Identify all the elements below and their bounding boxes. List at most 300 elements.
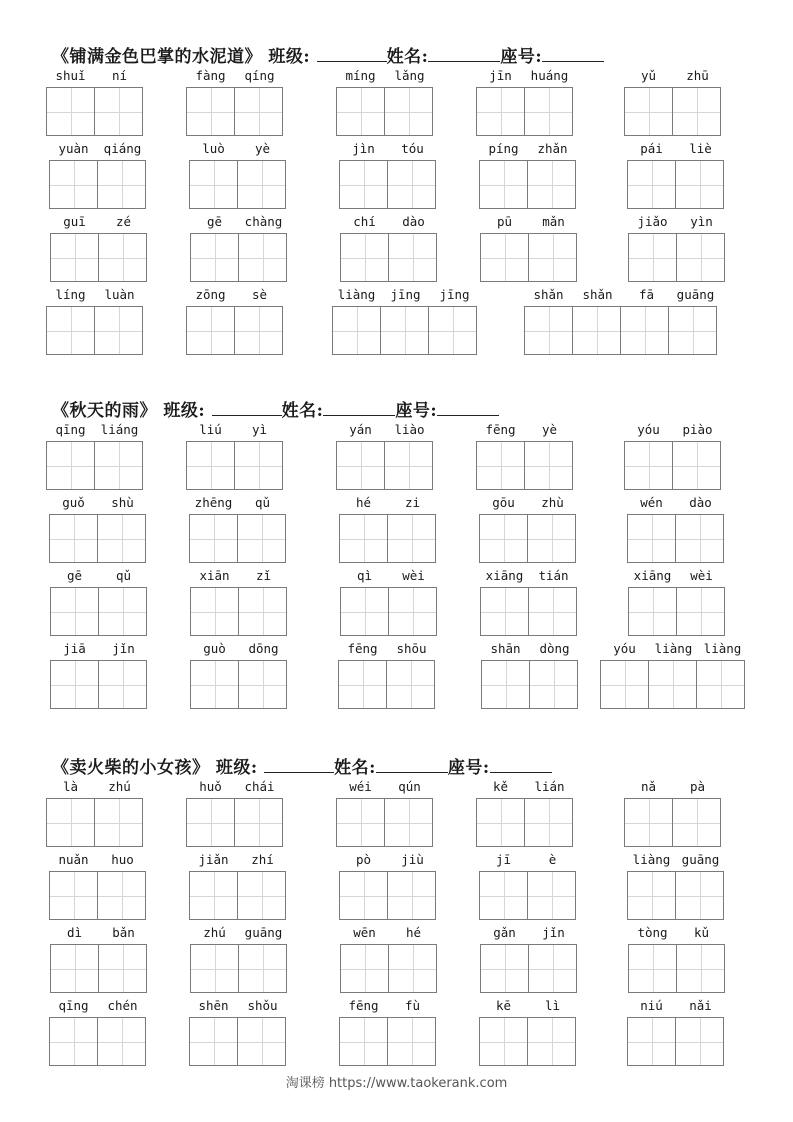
pinyin-syllable: yì [251, 422, 268, 437]
pinyin-syllable: hé [355, 495, 372, 510]
tianzige-cell[interactable] [672, 87, 721, 136]
pinyin-syllable: mǎn [542, 214, 565, 229]
tianzige-cell[interactable] [338, 660, 387, 709]
tianzige-cell[interactable] [384, 87, 433, 136]
seat-blank[interactable] [437, 399, 499, 416]
tianzige-cell[interactable] [336, 441, 385, 490]
writing-boxes [479, 160, 576, 209]
tianzige-cell[interactable] [97, 871, 146, 920]
writing-boxes [50, 587, 147, 636]
pinyin-syllable: lián [534, 779, 565, 794]
writing-boxes [339, 871, 436, 920]
tianzige-cell[interactable] [624, 798, 673, 847]
tianzige-cell[interactable] [675, 1017, 724, 1066]
pinyin-syllable: yìn [690, 214, 713, 229]
writing-boxes [46, 441, 143, 490]
pinyin-syllable: zōng [195, 287, 226, 302]
tianzige-cell[interactable] [479, 1017, 528, 1066]
pinyin-syllable: wēn [353, 925, 376, 940]
seat-label: 座号: [500, 47, 543, 67]
pinyin-syllable: guāng [681, 852, 720, 867]
pinyin-syllable: gē [66, 568, 83, 583]
writing-boxes [479, 1017, 576, 1066]
tianzige-cell[interactable] [428, 306, 477, 355]
pinyin-syllable: qīng [58, 998, 89, 1013]
tianzige-cell[interactable] [186, 306, 235, 355]
writing-boxes [627, 160, 724, 209]
pinyin-syllable: jīng [439, 287, 470, 302]
pinyin-syllable: yóu [613, 641, 636, 656]
tianzige-cell[interactable] [676, 587, 725, 636]
pinyin-syllable: jìn [352, 141, 375, 156]
writing-boxes [189, 1017, 286, 1066]
writing-boxes [480, 233, 577, 282]
tianzige-cell[interactable] [479, 514, 528, 563]
tianzige-cell[interactable] [234, 306, 283, 355]
pinyin-syllable: tòng [637, 925, 668, 940]
pinyin-syllable: sè [251, 287, 268, 302]
name-blank[interactable] [376, 756, 448, 773]
writing-boxes [628, 587, 725, 636]
writing-boxes [186, 798, 283, 847]
writing-boxes [46, 798, 143, 847]
tianzige-cell[interactable] [527, 871, 576, 920]
pinyin-syllable: yán [349, 422, 372, 437]
tianzige-cell[interactable] [234, 87, 283, 136]
tianzige-cell[interactable] [238, 233, 287, 282]
pinyin-syllable: liè [689, 141, 712, 156]
writing-boxes [481, 660, 578, 709]
seat-blank[interactable] [490, 756, 552, 773]
pinyin-syllable: là [62, 779, 79, 794]
pinyin-syllable: xiān [199, 568, 230, 583]
pinyin-syllable: pái [640, 141, 663, 156]
pinyin-syllable: shù [111, 495, 134, 510]
tianzige-cell[interactable] [387, 1017, 436, 1066]
seat-label: 座号: [395, 401, 438, 421]
pinyin-syllable: kǔ [693, 925, 710, 940]
tianzige-cell[interactable] [388, 233, 437, 282]
writing-boxes [49, 514, 146, 563]
tianzige-cell[interactable] [387, 871, 436, 920]
seat-label: 座号: [447, 758, 490, 778]
tianzige-cell[interactable] [94, 798, 143, 847]
tianzige-cell[interactable] [332, 306, 381, 355]
writing-boxes [600, 660, 745, 709]
tianzige-cell[interactable] [481, 660, 530, 709]
pinyin-syllable: bǎn [112, 925, 135, 940]
pinyin-syllable: guī [63, 214, 86, 229]
pinyin-syllable: liàng [654, 641, 693, 656]
writing-boxes [476, 87, 573, 136]
tianzige-cell[interactable] [186, 798, 235, 847]
tianzige-cell[interactable] [186, 87, 235, 136]
pinyin-syllable: liú [199, 422, 222, 437]
pinyin-syllable: chí [353, 214, 376, 229]
pinyin-syllable: líng [55, 287, 86, 302]
class-blank[interactable] [317, 45, 387, 62]
tianzige-cell[interactable] [524, 798, 573, 847]
pinyin-syllable: liào [394, 422, 425, 437]
writing-boxes [624, 87, 721, 136]
tianzige-cell[interactable] [190, 587, 239, 636]
tianzige-cell[interactable] [528, 233, 577, 282]
tianzige-cell[interactable] [94, 87, 143, 136]
pinyin-syllable: lǎng [394, 68, 425, 83]
pinyin-syllable: qì [356, 568, 373, 583]
writing-boxes [186, 441, 283, 490]
tianzige-cell[interactable] [527, 1017, 576, 1066]
tianzige-cell[interactable] [50, 660, 99, 709]
pinyin-syllable: liàng [632, 852, 671, 867]
tianzige-cell[interactable] [46, 306, 95, 355]
tianzige-cell[interactable] [238, 660, 287, 709]
tianzige-cell[interactable] [524, 441, 573, 490]
writing-boxes [479, 871, 576, 920]
pinyin-syllable: wèi [402, 568, 425, 583]
tianzige-cell[interactable] [97, 514, 146, 563]
tianzige-cell[interactable] [476, 87, 525, 136]
tianzige-cell[interactable] [527, 160, 576, 209]
tianzige-cell[interactable] [572, 306, 621, 355]
name-label: 姓名: [386, 47, 429, 67]
tianzige-cell[interactable] [387, 160, 436, 209]
tianzige-cell[interactable] [676, 944, 725, 993]
writing-boxes [332, 306, 477, 355]
pinyin-syllable: dì [66, 925, 83, 940]
pinyin-syllable: xiāng [633, 568, 672, 583]
tianzige-cell[interactable] [98, 660, 147, 709]
lesson-title: 《铺满金色巴掌的水泥道》 [52, 47, 262, 67]
name-label: 姓名: [281, 401, 324, 421]
writing-boxes [50, 233, 147, 282]
tianzige-cell[interactable] [49, 514, 98, 563]
pinyin-syllable: guāng [676, 287, 715, 302]
pinyin-syllable: yóu [637, 422, 660, 437]
tianzige-cell[interactable] [336, 87, 385, 136]
pinyin-syllable: guò [203, 641, 226, 656]
pinyin-syllable: shǎn [533, 287, 564, 302]
tianzige-cell[interactable] [234, 441, 283, 490]
seat-blank[interactable] [542, 45, 604, 62]
writing-boxes [340, 944, 437, 993]
tianzige-cell[interactable] [49, 160, 98, 209]
tianzige-cell[interactable] [387, 514, 436, 563]
pinyin-syllable: shuǐ [55, 68, 86, 83]
tianzige-cell[interactable] [340, 944, 389, 993]
class-blank[interactable] [212, 399, 282, 416]
pinyin-syllable: pū [496, 214, 513, 229]
tianzige-cell[interactable] [384, 798, 433, 847]
pinyin-syllable: míng [345, 68, 376, 83]
tianzige-cell[interactable] [627, 514, 676, 563]
pinyin-syllable: chén [107, 998, 138, 1013]
tianzige-cell[interactable] [339, 871, 388, 920]
section-title [52, 396, 499, 421]
writing-boxes [49, 160, 146, 209]
name-blank[interactable] [323, 399, 395, 416]
tianzige-cell[interactable] [384, 441, 433, 490]
writing-boxes [189, 871, 286, 920]
tianzige-cell[interactable] [94, 441, 143, 490]
tianzige-cell[interactable] [50, 587, 99, 636]
pinyin-syllable: qǔ [254, 495, 271, 510]
pinyin-syllable: lì [544, 998, 561, 1013]
tianzige-cell[interactable] [672, 798, 721, 847]
pinyin-syllable: niú [640, 998, 663, 1013]
pinyin-syllable: shōu [396, 641, 427, 656]
tianzige-cell[interactable] [672, 441, 721, 490]
writing-boxes [339, 1017, 436, 1066]
tianzige-cell[interactable] [676, 233, 725, 282]
pinyin-syllable: hé [405, 925, 422, 940]
pinyin-syllable: yè [254, 141, 271, 156]
writing-boxes [336, 798, 433, 847]
pinyin-syllable: kě [492, 779, 509, 794]
tianzige-cell[interactable] [476, 441, 525, 490]
tianzige-cell[interactable] [388, 587, 437, 636]
pinyin-syllable: kē [495, 998, 512, 1013]
tianzige-cell[interactable] [528, 944, 577, 993]
tianzige-cell[interactable] [627, 871, 676, 920]
writing-boxes [50, 944, 147, 993]
writing-boxes [476, 798, 573, 847]
pinyin-syllable: luò [202, 141, 225, 156]
class-blank[interactable] [264, 756, 334, 773]
pinyin-syllable: gǎn [493, 925, 516, 940]
pinyin-syllable: dōng [248, 641, 279, 656]
tianzige-cell[interactable] [190, 233, 239, 282]
tianzige-cell[interactable] [524, 87, 573, 136]
tianzige-cell[interactable] [339, 514, 388, 563]
pinyin-syllable: yè [541, 422, 558, 437]
tianzige-cell[interactable] [628, 233, 677, 282]
tianzige-cell[interactable] [600, 660, 649, 709]
writing-boxes [476, 441, 573, 490]
pinyin-syllable: è [548, 852, 557, 867]
tianzige-cell[interactable] [94, 306, 143, 355]
tianzige-cell[interactable] [237, 160, 286, 209]
tianzige-cell[interactable] [237, 871, 286, 920]
tianzige-cell[interactable] [49, 1017, 98, 1066]
pinyin-syllable: fēng [347, 641, 378, 656]
pinyin-syllable: zhí [251, 852, 274, 867]
writing-boxes [190, 233, 287, 282]
tianzige-cell[interactable] [529, 660, 578, 709]
pinyin-syllable: qiáng [103, 141, 142, 156]
writing-boxes [190, 587, 287, 636]
tianzige-cell[interactable] [628, 587, 677, 636]
writing-boxes [49, 871, 146, 920]
pinyin-syllable: fù [404, 998, 421, 1013]
tianzige-cell[interactable] [46, 87, 95, 136]
pinyin-syllable: wèi [690, 568, 713, 583]
tianzige-cell[interactable] [237, 1017, 286, 1066]
pinyin-syllable: zhēng [194, 495, 233, 510]
writing-boxes [46, 87, 143, 136]
tianzige-cell[interactable] [628, 944, 677, 993]
tianzige-cell[interactable] [479, 160, 528, 209]
tianzige-cell[interactable] [97, 160, 146, 209]
tianzige-cell[interactable] [336, 798, 385, 847]
tianzige-cell[interactable] [675, 871, 724, 920]
pinyin-syllable: jiǎn [198, 852, 229, 867]
tianzige-cell[interactable] [524, 306, 573, 355]
pinyin-syllable: luàn [104, 287, 135, 302]
pinyin-syllable: zhū [686, 68, 709, 83]
tianzige-cell[interactable] [527, 514, 576, 563]
pinyin-syllable: jī [495, 852, 512, 867]
pinyin-syllable: gē [206, 214, 223, 229]
writing-boxes [628, 944, 725, 993]
tianzige-cell[interactable] [46, 441, 95, 490]
pinyin-syllable: zi [404, 495, 421, 510]
tianzige-cell[interactable] [189, 1017, 238, 1066]
tianzige-cell[interactable] [189, 160, 238, 209]
writing-boxes [480, 944, 577, 993]
pinyin-syllable: qíng [244, 68, 275, 83]
tianzige-cell[interactable] [190, 660, 239, 709]
pinyin-syllable: jīn [489, 68, 512, 83]
tianzige-cell[interactable] [479, 871, 528, 920]
tianzige-cell[interactable] [189, 514, 238, 563]
tianzige-cell[interactable] [189, 871, 238, 920]
pinyin-syllable: huǒ [199, 779, 222, 794]
tianzige-cell[interactable] [190, 944, 239, 993]
tianzige-cell[interactable] [480, 233, 529, 282]
tianzige-cell[interactable] [339, 1017, 388, 1066]
writing-boxes [49, 1017, 146, 1066]
writing-boxes [50, 660, 147, 709]
pinyin-syllable: fàng [195, 68, 226, 83]
tianzige-cell[interactable] [480, 944, 529, 993]
tianzige-cell[interactable] [386, 660, 435, 709]
pinyin-syllable: wéi [349, 779, 372, 794]
name-blank[interactable] [428, 45, 500, 62]
tianzige-cell[interactable] [98, 233, 147, 282]
pinyin-syllable: jiù [401, 852, 424, 867]
tianzige-cell[interactable] [98, 944, 147, 993]
class-label: 班级: [215, 758, 258, 778]
pinyin-syllable: qún [398, 779, 421, 794]
tianzige-cell[interactable] [340, 587, 389, 636]
writing-boxes [627, 871, 724, 920]
pinyin-syllable: yuàn [58, 141, 89, 156]
name-label: 姓名: [334, 758, 376, 778]
pinyin-syllable: shǒu [247, 998, 278, 1013]
tianzige-cell[interactable] [50, 233, 99, 282]
tianzige-cell[interactable] [49, 871, 98, 920]
pinyin-syllable: zé [115, 214, 132, 229]
writing-boxes [186, 306, 283, 355]
class-label: 班级: [163, 401, 206, 421]
pinyin-syllable: dào [402, 214, 425, 229]
tianzige-cell[interactable] [234, 798, 283, 847]
writing-boxes [479, 514, 576, 563]
pinyin-syllable: qīng [55, 422, 86, 437]
tianzige-cell[interactable] [675, 514, 724, 563]
tianzige-cell[interactable] [380, 306, 429, 355]
pinyin-syllable: wén [640, 495, 663, 510]
pinyin-syllable: zhú [108, 779, 131, 794]
pinyin-syllable: dòng [539, 641, 570, 656]
pinyin-syllable: jiā [63, 641, 86, 656]
writing-boxes [189, 514, 286, 563]
pinyin-syllable: nuǎn [58, 852, 89, 867]
tianzige-cell[interactable] [476, 798, 525, 847]
writing-boxes [627, 1017, 724, 1066]
tianzige-cell[interactable] [46, 798, 95, 847]
pinyin-syllable: gōu [492, 495, 515, 510]
pinyin-syllable: jiǎo [637, 214, 668, 229]
pinyin-syllable: chái [244, 779, 275, 794]
writing-boxes [186, 87, 283, 136]
tianzige-cell[interactable] [237, 514, 286, 563]
footer-watermark: 淘课榜 https://www.taokerank.com [285, 1076, 508, 1091]
pinyin-syllable: guāng [244, 925, 283, 940]
writing-boxes [339, 514, 436, 563]
tianzige-cell[interactable] [186, 441, 235, 490]
pinyin-syllable: tóu [401, 141, 424, 156]
pinyin-syllable: shēn [198, 998, 229, 1013]
pinyin-syllable: zhú [203, 925, 226, 940]
pinyin-syllable: liàng [703, 641, 742, 656]
tianzige-cell[interactable] [627, 1017, 676, 1066]
tianzige-cell[interactable] [238, 944, 287, 993]
pinyin-syllable: nǎi [689, 998, 712, 1013]
pinyin-syllable: zhù [541, 495, 564, 510]
tianzige-cell[interactable] [528, 587, 577, 636]
writing-boxes [336, 87, 433, 136]
pinyin-syllable: ní [111, 68, 128, 83]
pinyin-syllable: dào [689, 495, 712, 510]
tianzige-cell[interactable] [50, 944, 99, 993]
writing-boxes [339, 160, 436, 209]
tianzige-cell[interactable] [480, 587, 529, 636]
tianzige-cell[interactable] [339, 160, 388, 209]
tianzige-cell[interactable] [97, 1017, 146, 1066]
pinyin-syllable: qǔ [115, 568, 132, 583]
tianzige-cell[interactable] [98, 587, 147, 636]
tianzige-cell[interactable] [624, 87, 673, 136]
tianzige-cell[interactable] [340, 233, 389, 282]
tianzige-cell[interactable] [668, 306, 717, 355]
writing-boxes [190, 660, 287, 709]
pinyin-syllable: shān [490, 641, 521, 656]
tianzige-cell[interactable] [624, 441, 673, 490]
writing-boxes [336, 441, 433, 490]
tianzige-cell[interactable] [696, 660, 745, 709]
pinyin-syllable: zǐ [255, 568, 272, 583]
tianzige-cell[interactable] [620, 306, 669, 355]
pinyin-syllable: zhǎn [537, 141, 568, 156]
class-label: 班级: [268, 47, 311, 67]
pinyin-syllable: yǔ [640, 68, 657, 83]
tianzige-cell[interactable] [675, 160, 724, 209]
pinyin-syllable: jǐn [542, 925, 565, 940]
tianzige-cell[interactable] [648, 660, 697, 709]
writing-boxes [46, 306, 143, 355]
writing-boxes [480, 587, 577, 636]
tianzige-cell[interactable] [388, 944, 437, 993]
tianzige-cell[interactable] [238, 587, 287, 636]
pinyin-syllable: pò [355, 852, 372, 867]
lesson-title: 《秋天的雨》 [52, 401, 157, 421]
pinyin-syllable: fā [638, 287, 655, 302]
tianzige-cell[interactable] [627, 160, 676, 209]
writing-boxes [624, 441, 721, 490]
writing-boxes [624, 798, 721, 847]
